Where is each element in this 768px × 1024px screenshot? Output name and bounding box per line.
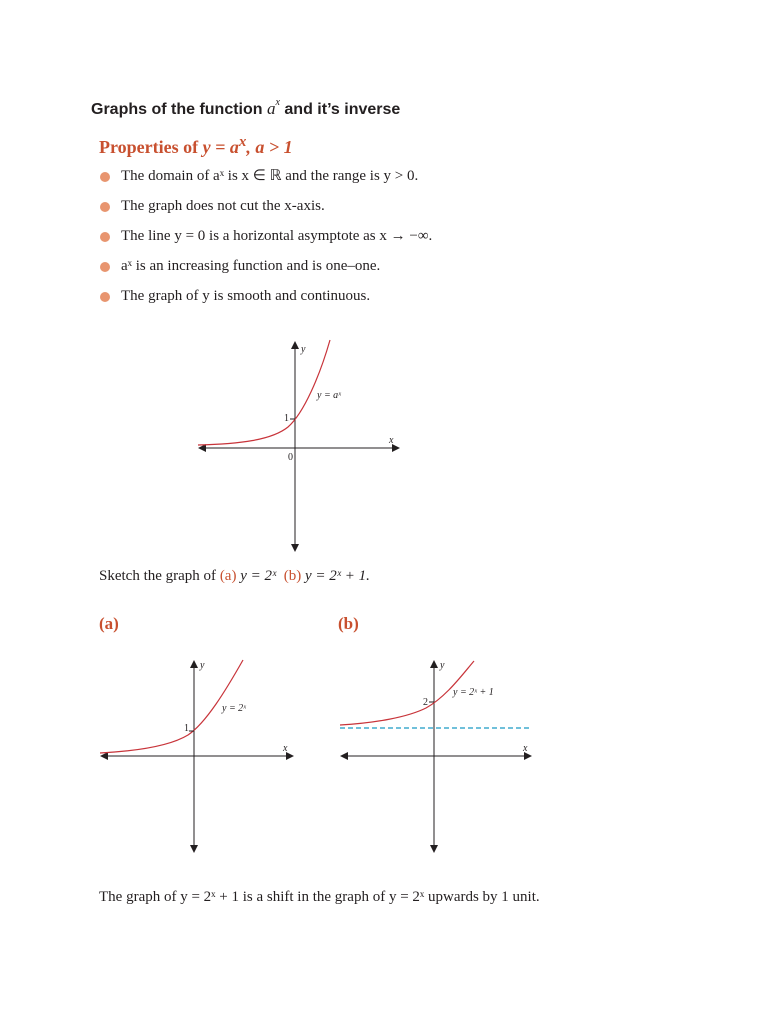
- part-a-label: (a): [99, 614, 119, 633]
- intercept-label: 2: [423, 697, 428, 708]
- x-axis-arrow-left-icon: [340, 752, 348, 760]
- property-text: aˣ is an increasing function and is one–one.: [121, 258, 381, 274]
- properties-list: [99, 166, 619, 316]
- x-axis-label: x: [389, 435, 394, 446]
- curve-label: y = 2ˣ: [222, 703, 247, 714]
- bullet-icon: [100, 232, 110, 242]
- y-axis-label: y: [200, 660, 205, 671]
- bullet-icon: [100, 172, 110, 182]
- y-axis-label: y: [440, 660, 445, 671]
- properties-title-cond: , a > 1: [246, 137, 293, 157]
- sketch-expr-a: y = 2ˣ: [240, 568, 277, 584]
- list-item: [99, 166, 619, 196]
- intercept-label: 1: [184, 723, 189, 734]
- properties-title-prefix: Properties of: [99, 137, 199, 157]
- closing-note: The graph of y = 2ˣ + 1 is a shift in the graph of y = 2ˣ upwards by 1 unit.: [99, 889, 540, 905]
- properties-title-exp: x: [238, 134, 247, 150]
- curve-label: y = 2ˣ + 1: [453, 687, 494, 698]
- y-axis-arrow-down-icon: [190, 845, 198, 853]
- graph-b: [336, 655, 536, 860]
- property-text: The graph of y is smooth and continuous.: [121, 288, 371, 304]
- origin-label: 0: [288, 452, 293, 463]
- sketch-part-b: (b): [283, 568, 302, 584]
- sketch-part-a: (a): [219, 568, 237, 584]
- heading-exponent: x: [275, 96, 280, 108]
- heading-prefix: Graphs of the function: [91, 101, 263, 118]
- sketch-instruction: [99, 568, 370, 585]
- sketch-expr-b: y = 2ˣ + 1.: [304, 568, 370, 584]
- heading-suffix: and it’s inverse: [284, 101, 401, 118]
- x-axis-label: x: [523, 743, 528, 754]
- intercept-label: 1: [284, 413, 289, 424]
- properties-title: [99, 134, 293, 158]
- list-item: [99, 256, 619, 286]
- graph-a: [98, 655, 303, 860]
- x-axis-label: x: [283, 743, 288, 754]
- y-axis-arrow-icon: [190, 660, 198, 668]
- bullet-icon: [100, 262, 110, 272]
- graph-main: [190, 335, 410, 560]
- bullet-icon: [100, 292, 110, 302]
- property-text: The line y = 0 is a horizontal asymptote as x → −∞.: [121, 228, 433, 244]
- bullet-icon: [100, 202, 110, 212]
- y-axis-arrow-icon: [291, 341, 299, 349]
- page-heading: [91, 96, 401, 119]
- sketch-prefix: Sketch the graph of: [99, 568, 217, 584]
- list-item: [99, 196, 619, 226]
- property-text: The domain of aˣ is x ∈ ℝ and the range is y > 0.: [121, 168, 419, 184]
- y-axis-arrow-icon: [430, 660, 438, 668]
- part-b-label: (b): [338, 614, 359, 633]
- list-item: [99, 286, 619, 316]
- list-item: [99, 226, 619, 256]
- property-text: The graph does not cut the x-axis.: [121, 198, 325, 214]
- y-axis-label: y: [301, 344, 306, 355]
- y-axis-arrow-down-icon: [430, 845, 438, 853]
- curve: [198, 340, 330, 445]
- curve-label: y = aˣ: [317, 390, 342, 401]
- y-axis-arrow-down-icon: [291, 544, 299, 552]
- heading-base: a: [267, 99, 276, 118]
- properties-title-expr: y = a: [202, 137, 239, 157]
